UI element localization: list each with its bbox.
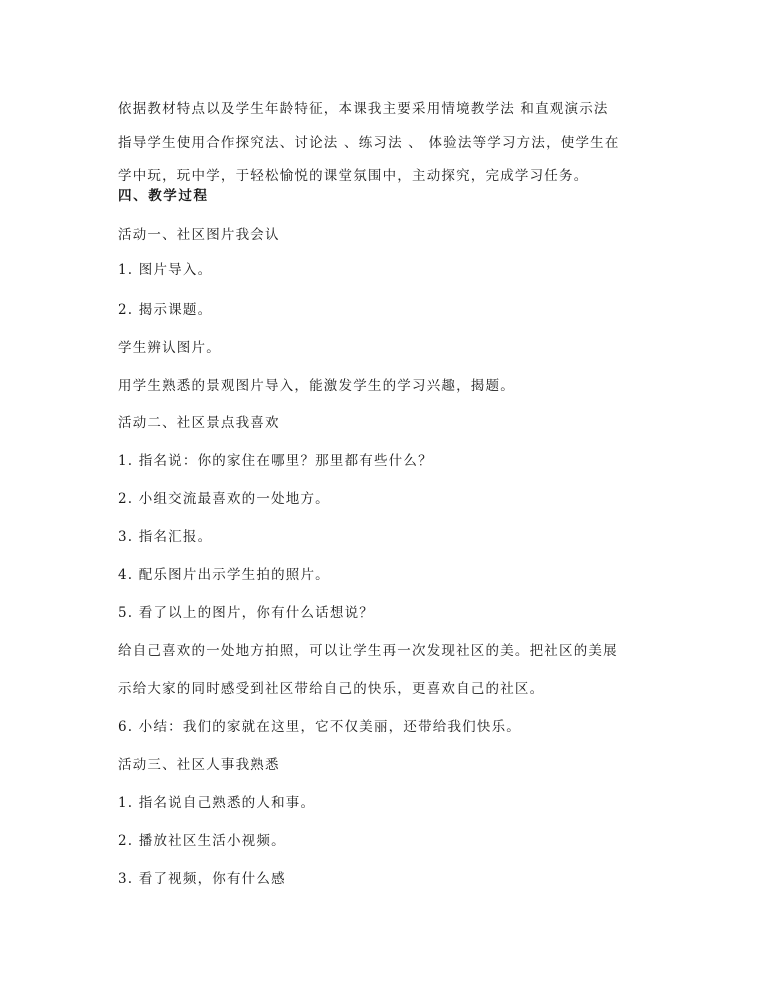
activity3-title: 活动三、社区人事我熟悉: [118, 757, 280, 773]
activity2-note-line-1: 给自己喜欢的一处地方拍照，可以让学生再一次发现社区的美。把社区的美展: [118, 643, 618, 659]
activity3-item-1: 1. 指名说自己熟悉的人和事。: [118, 795, 316, 811]
activity1-note-2: 用学生熟悉的景观图片导入，能激发学生的学习兴趣，揭题。: [118, 378, 515, 394]
activity2-title: 活动二、社区景点我喜欢: [118, 415, 280, 431]
activity2-item-1: 1. 指名说：你的家住在哪里？那里都有些什么？: [118, 453, 433, 469]
activity2-item-3: 3. 指名汇报。: [118, 529, 213, 545]
activity1-note-1: 学生辨认图片。: [118, 340, 221, 356]
intro-line-3: 学中玩，玩中学，于轻松愉悦的课堂氛围中，主动探究，完成学习任务。: [118, 168, 589, 184]
activity2-note-line-2: 示给大家的同时感受到社区带给自己的快乐，更喜欢自己的社区。: [118, 681, 545, 697]
activity2-item-2: 2. 小组交流最喜欢的一处地方。: [118, 491, 330, 507]
section-heading: 四、教学过程: [118, 188, 209, 204]
activity1-title: 活动一、社区图片我会认: [118, 227, 280, 243]
activity3-item-2: 2. 播放社区生活小视频。: [118, 833, 286, 849]
activity3-item-3: 3. 看了视频，你有什么感: [118, 871, 286, 887]
intro-line-1: 依据教材特点以及学生年龄特征，本课我主要采用情境教学法 和直观演示法: [118, 101, 609, 117]
activity2-item-4: 4. 配乐图片出示学生拍的照片。: [118, 567, 330, 583]
activity2-item-5: 5. 看了以上的图片，你有什么话想说？: [118, 605, 374, 621]
activity1-item-1: 1. 图片导入。: [118, 262, 213, 278]
activity2-summary: 6. 小结：我们的家就在这里，它不仅美丽，还带给我们快乐。: [118, 719, 521, 735]
activity1-item-2: 2. 揭示课题。: [118, 302, 213, 318]
intro-line-2: 指导学生使用合作探究法、讨论法 、练习法 、 体验法等学习方法，使学生在: [118, 135, 620, 151]
